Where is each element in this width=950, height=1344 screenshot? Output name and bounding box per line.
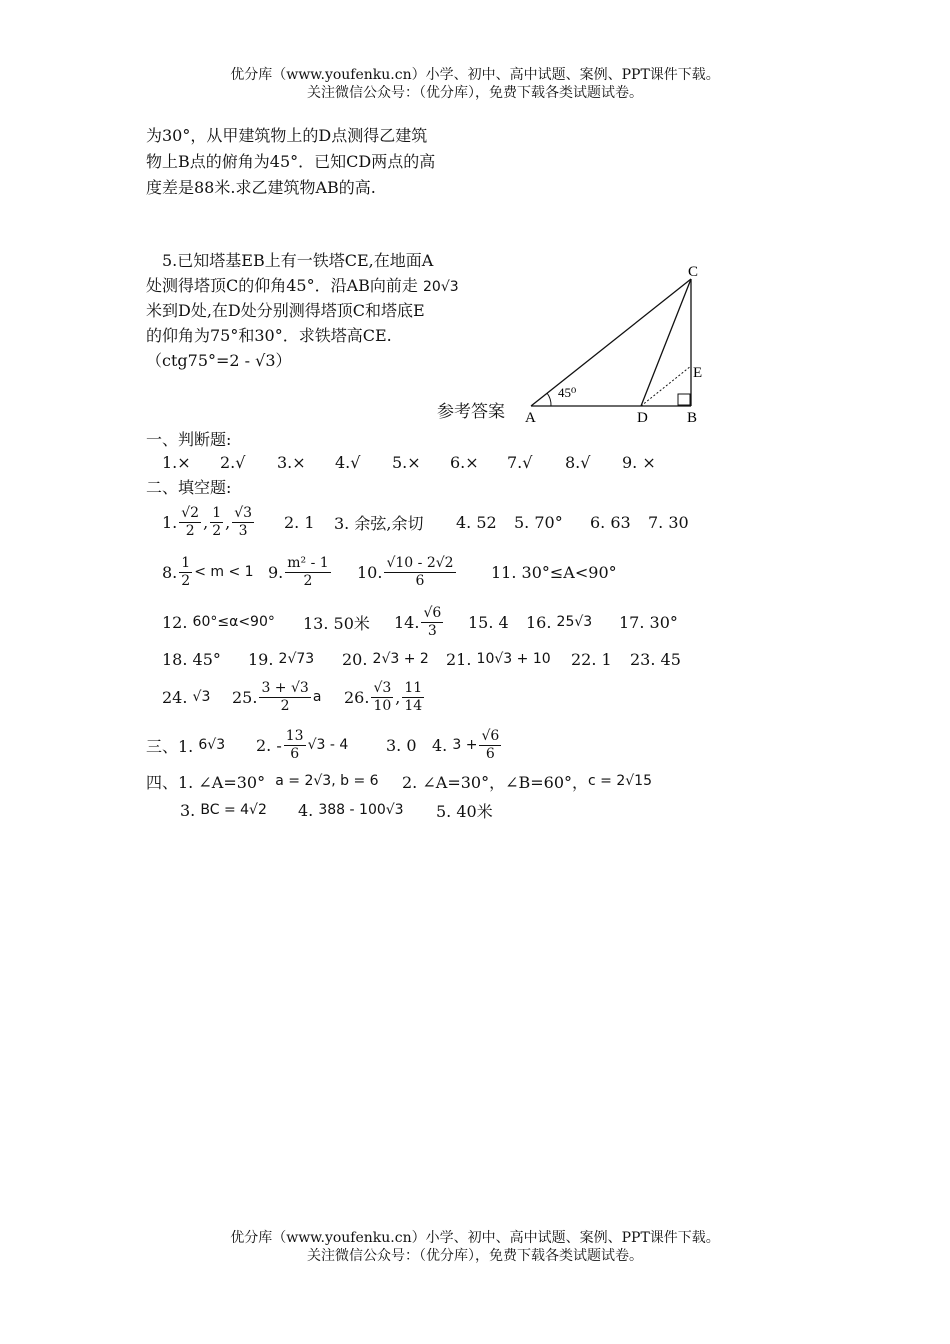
- page-footer: [0, 1229, 950, 1265]
- footer-line-2: 关注微信公众号：（优分库），免费下载各类试题试卷。: [307, 1248, 643, 1264]
- fill-5: 5. 70°: [514, 512, 563, 532]
- label-A: A: [525, 410, 536, 426]
- problem5-line-2: 处测得塔顶C的仰角45°．沿AB向前走 20√3: [146, 276, 459, 295]
- sec3-4: 4. 3 + $\frac{√6}{6}$: [432, 727, 500, 762]
- label-D: D: [637, 410, 648, 426]
- footer-line-1: 优分库（www.youfenku.cn）小学、初中、高中试题、案例、PPT课件下载。: [230, 1230, 720, 1246]
- fill-18: 18. 45°: [162, 649, 221, 669]
- tower-figure: [515, 258, 715, 428]
- problem5-line-1: 5.已知塔基EB上有一铁塔CE,在地面A: [162, 251, 434, 270]
- fill-4: 4. 52: [456, 512, 497, 532]
- fill-2: 2. 1: [284, 512, 315, 532]
- sec4-5: 5. 40米: [436, 801, 493, 821]
- judge-5: 5.×: [392, 452, 421, 472]
- fill-8: 8. $\frac{1}{2}$ < m < 1: [162, 554, 254, 589]
- sec3-1: 三、1. 6√3: [146, 736, 226, 756]
- sec4-4: 4. 388 - 100√3: [298, 800, 404, 820]
- label-angle: 45⁰: [558, 385, 577, 400]
- sec3-3: 3. 0: [386, 735, 417, 755]
- judge-9: 9. ×: [622, 452, 656, 472]
- sec4-2: 2. ∠A=30°，∠B=60°， c = 2√15: [402, 772, 652, 792]
- section2-title: 二、填空题:: [146, 478, 232, 497]
- judge-6: 6.×: [450, 452, 479, 472]
- label-E: E: [693, 365, 703, 381]
- fill-26: 26. $\frac{√3}{10}$ , $\frac{11}{14}$: [344, 679, 423, 714]
- fill-6: 6. 63: [590, 512, 631, 532]
- fill-1: 1. $\frac{√2}{2}$ , $\frac{1}{2}$ , $\frac{√3}{3}$: [162, 504, 253, 539]
- fill-20: 20. 2√3 + 2: [342, 649, 429, 669]
- problem5-line-4: 的仰角为75°和30°．求铁塔高CE.: [146, 326, 392, 345]
- problem4-line-1: 为30°，从甲建筑物上的D点测得乙建筑: [146, 126, 428, 145]
- header-line-2: 关注微信公众号：（优分库），免费下载各类试题试卷。: [307, 85, 643, 101]
- fill-15: 15. 4: [468, 612, 509, 632]
- answers-title: 参考答案: [437, 402, 505, 422]
- fill-19: 19. 2√73: [248, 649, 315, 669]
- fill-14: 14. $\frac{√6}{3}$: [394, 604, 442, 639]
- judge-4: 4.√: [335, 452, 361, 472]
- fill-22: 22. 1: [571, 649, 612, 669]
- line-AC: [531, 279, 691, 406]
- sec4-3: 3. BC = 4√2: [180, 800, 267, 820]
- angle-arc: [547, 393, 551, 406]
- fill-21: 21. 10√3 + 10: [446, 649, 551, 669]
- right-angle-mark: [678, 394, 690, 405]
- judge-3: 3.×: [277, 452, 306, 472]
- sec3-2: 2. - $\frac{13}{6}$ √3 - 4: [256, 727, 349, 762]
- label-C: C: [688, 264, 699, 280]
- fill-17: 17. 30°: [619, 612, 678, 632]
- problem5-line-3: 米到D处,在D处分别测得塔顶C和塔底E: [146, 301, 425, 320]
- fill-3: 3. 余弦,余切: [334, 513, 424, 533]
- problem4-line-3: 度差是88米.求乙建筑物AB的高.: [146, 178, 376, 197]
- judge-7: 7.√: [507, 452, 533, 472]
- sec4-1: 四、1. ∠A=30° a = 2√3, b = 6: [146, 772, 379, 792]
- judge-2: 2.√: [220, 452, 246, 472]
- fill-11: 11. 30°≤A<90°: [491, 562, 617, 582]
- fill-12: 12. 60°≤α<90°: [162, 612, 275, 632]
- fill-24: 24. √3: [162, 687, 211, 707]
- fill-9: 9. $\frac{\text{m² - 1}}{2}$: [268, 554, 329, 589]
- page-header: [0, 66, 950, 102]
- fill-23: 23. 45: [630, 649, 681, 669]
- fill-7: 7. 30: [648, 512, 689, 532]
- problem4-line-2: 物上B点的俯角为45°．已知CD两点的高: [146, 152, 436, 171]
- fill-25: 25. $\frac{3 + √3}{2}$ a: [232, 679, 322, 714]
- header-line-1: 优分库（www.youfenku.cn）小学、初中、高中试题、案例、PPT课件下载。: [230, 67, 720, 83]
- judge-8: 8.√: [565, 452, 591, 472]
- fill-13: 13. 50米: [303, 613, 370, 633]
- label-B: B: [687, 410, 698, 426]
- fill-16: 16. 25√3: [526, 612, 593, 632]
- problem5-distance: 20√3: [423, 279, 459, 295]
- section1-title: 一、判断题:: [146, 430, 232, 449]
- fill-10: 10. $\frac{√10 - 2√2}{6}$: [357, 554, 454, 589]
- problem5-line-5: （ctg75°=2 - √3）: [146, 351, 292, 370]
- judge-1: 1.×: [162, 452, 191, 472]
